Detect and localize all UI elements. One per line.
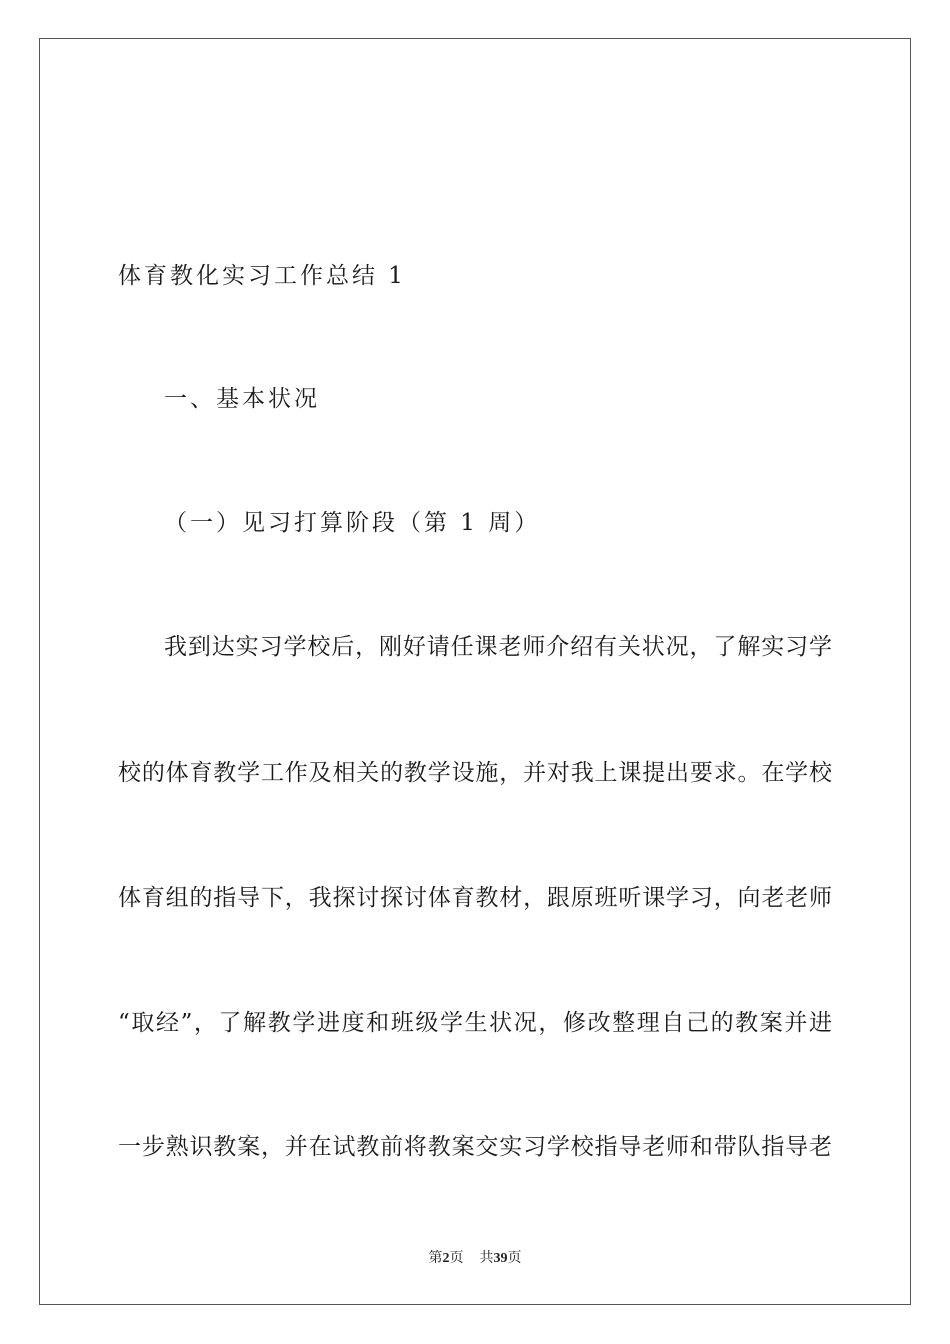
section-heading: 一、基本状况 [164, 386, 320, 412]
subsection-heading: （一）见习打算阶段（第 1 周） [164, 510, 541, 536]
paragraph-line-4: “取经”，了解教学进度和班级学生状况，修改整理自己的教案并进 [118, 1010, 832, 1036]
paragraph-line-5: 一步熟识教案，并在试教前将教案交实习学校指导老师和带队指导老 [118, 1134, 832, 1160]
total-suffix: 页 [507, 1250, 522, 1266]
page-suffix: 页 [449, 1250, 464, 1266]
total-prefix: 共 [479, 1250, 494, 1266]
page-frame [39, 38, 911, 1305]
paragraph-line-3: 体育组的指导下，我探讨探讨体育教材，跟原班听课学习，向老老师 [118, 885, 832, 911]
total-pages: 39 [493, 1251, 508, 1266]
page-number: 2 [442, 1251, 450, 1266]
page-footer [0, 1248, 950, 1269]
page-prefix: 第 [428, 1250, 443, 1266]
paragraph-line-1: 我到达实习学校后，刚好请任课老师介绍有关状况，了解实习学 [164, 634, 832, 660]
paragraph-line-2: 校的体育教学工作及相关的教学设施，并对我上课提出要求。在学校 [118, 760, 832, 786]
document-title: 体育教化实习工作总结 1 [118, 263, 406, 289]
